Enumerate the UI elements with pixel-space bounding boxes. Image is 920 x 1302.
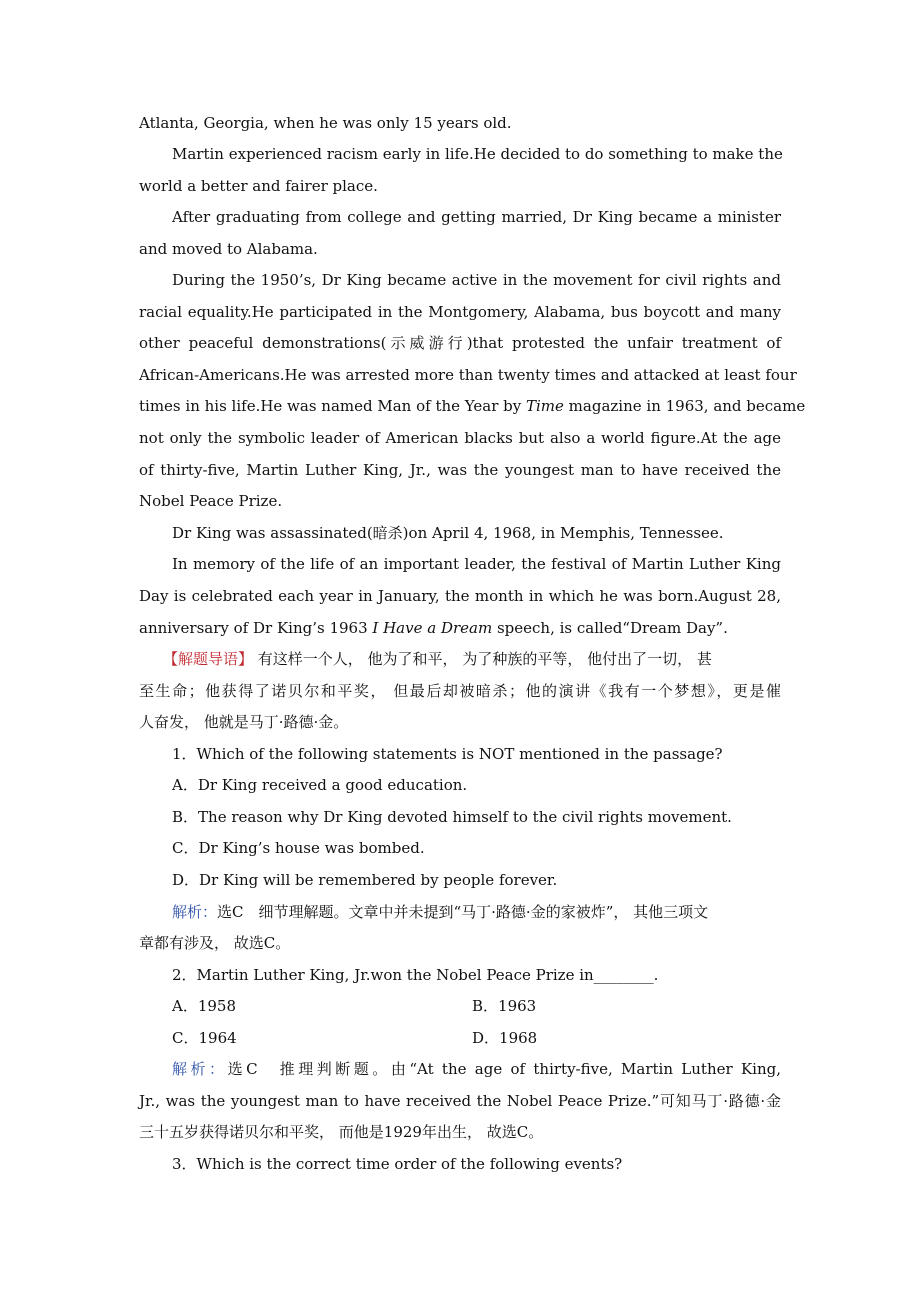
option-c: C．1964 bbox=[172, 1029, 237, 1047]
guide-text: 有这样一个人， 他为了和平， 为了种族的平等， 他付出了一切， 甚 bbox=[253, 650, 712, 668]
analysis-tag: 解析： bbox=[172, 903, 218, 921]
option-d: D．Dr King will be remembered by people forever. bbox=[172, 871, 558, 889]
passage-text: anniversary of Dr King’s 1963 bbox=[139, 619, 373, 637]
passage-line: not only the symbolic leader of American blacks but also a world figure.At the age bbox=[139, 429, 781, 447]
analysis-tag: 解析： bbox=[172, 1060, 228, 1078]
option-a: A．Dr King received a good education. bbox=[172, 776, 468, 794]
guide-line: 至生命；他获得了诺贝尔和平奖， 但最后却被暗杀；他的演讲《我有一个梦想》，更是催 bbox=[139, 682, 781, 700]
guide-line bbox=[163, 649, 781, 669]
question-stem: 2．Martin Luther King, Jr.won the Nobel Peace Prize in________. bbox=[172, 966, 659, 984]
magazine-title: Time bbox=[526, 397, 564, 415]
passage-line: Day is celebrated each year in January, the month in which he was born.August 28, bbox=[139, 587, 781, 605]
option-b: B．1963 bbox=[472, 997, 537, 1015]
option-a: A．1958 bbox=[172, 997, 237, 1015]
passage-text: speech, is called“Dream Day”. bbox=[492, 619, 728, 637]
question-stem: 1．Which of the following statements is NOT mentioned in the passage? bbox=[172, 745, 723, 763]
passage-line: After graduating from college and getting married, Dr King became a minister bbox=[172, 208, 781, 226]
passage-line: Nobel Peace Prize. bbox=[139, 492, 283, 510]
passage-line: Dr King was assassinated(暗杀)on April 4, 1968, in Memphis, Tennessee. bbox=[172, 524, 724, 542]
passage-line: In memory of the life of an important leader, the festival of Martin Luther King bbox=[172, 555, 781, 573]
passage-line: and moved to Alabama. bbox=[139, 240, 318, 258]
guide-line: 人奋发， 他就是马丁·路德·金。 bbox=[139, 713, 349, 731]
option-b: B．The reason why Dr King devoted himself to the civil rights movement. bbox=[172, 808, 732, 826]
analysis-line: 三十五岁获得诺贝尔和平奖， 而他是1929年出生， 故选C。 bbox=[139, 1123, 544, 1141]
passage-line: other peaceful demonstrations(示威游行)that protested the unfair treatment of bbox=[139, 334, 781, 352]
analysis-line bbox=[172, 1059, 781, 1079]
option-c: C．Dr King’s house was bombed. bbox=[172, 839, 425, 857]
passage-line: world a better and fairer place. bbox=[139, 177, 378, 195]
passage-line: Martin experienced racism early in life.He decided to do something to make the bbox=[172, 145, 783, 163]
option-row bbox=[172, 1028, 781, 1048]
passage-line: African-Americans.He was arrested more than twenty times and attacked at least four bbox=[139, 366, 797, 384]
analysis-line bbox=[172, 902, 781, 922]
passage-line: Atlanta, Georgia, when he was only 15 years old. bbox=[139, 114, 512, 132]
analysis-text: 选C 推理判断题。由“At the age of thirty-five, Martin Luther King, bbox=[227, 1060, 781, 1078]
passage-line: During the 1950’s, Dr King became active in the movement for civil rights and bbox=[172, 271, 781, 289]
passage-line bbox=[139, 618, 781, 638]
guide-tag: 【解题导语】 bbox=[163, 650, 254, 668]
option-row bbox=[172, 996, 781, 1016]
passage-line: of thirty-five, Martin Luther King, Jr., was the youngest man to have received the bbox=[139, 461, 781, 479]
passage-line: racial equality.He participated in the Montgomery, Alabama, bus boycott and many bbox=[139, 303, 781, 321]
passage-text: magazine in 1963, and became bbox=[563, 397, 806, 415]
question-stem: 3．Which is the correct time order of the following events? bbox=[172, 1155, 623, 1173]
passage-text: times in his life.He was named Man of the Year by bbox=[139, 397, 526, 415]
speech-title: I Have a Dream bbox=[372, 619, 493, 637]
option-d: D．1968 bbox=[472, 1029, 538, 1047]
analysis-text: 选C 细节理解题。文章中并未提到“马丁·路德·金的家被炸”， 其他三项文 bbox=[217, 903, 709, 921]
passage-line bbox=[139, 396, 806, 416]
analysis-line: 章都有涉及， 故选C。 bbox=[139, 934, 291, 952]
analysis-line: Jr., was the youngest man to have received the Nobel Peace Prize.”可知马丁·路德·金 bbox=[139, 1092, 781, 1110]
